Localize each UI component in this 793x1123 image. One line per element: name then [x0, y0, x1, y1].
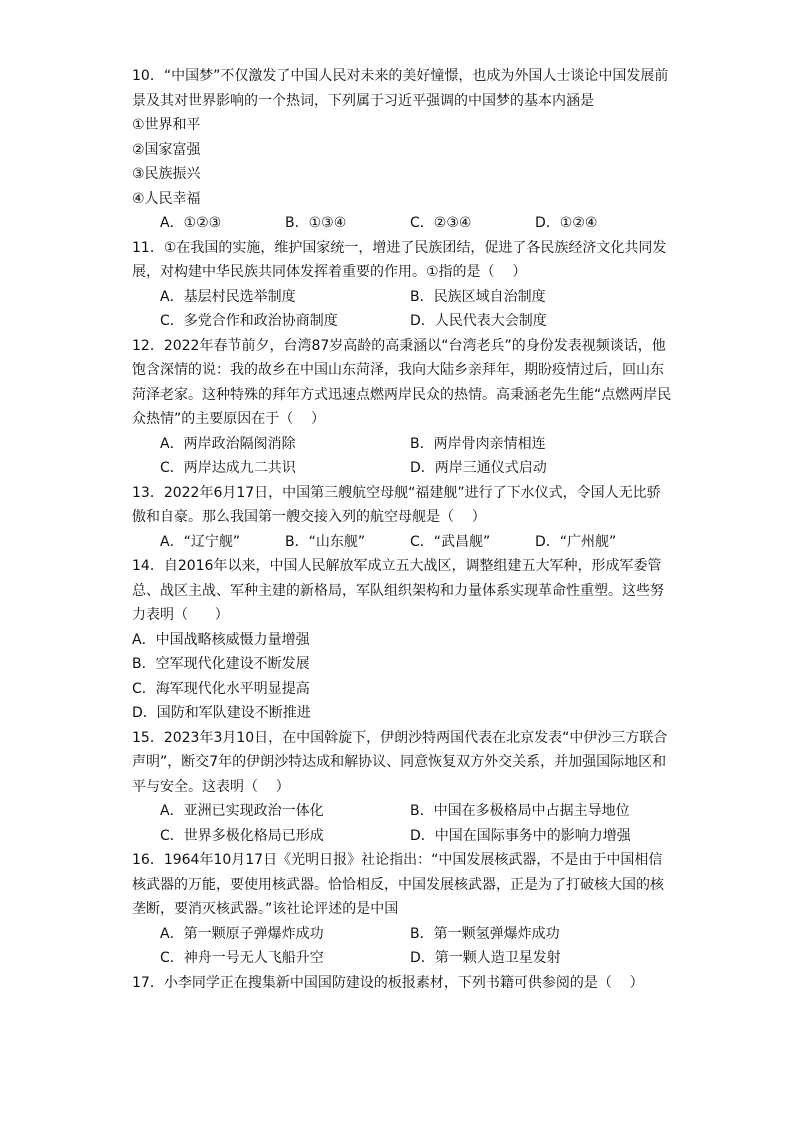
- question-10-option-c[interactable]: C．②③④: [410, 215, 472, 231]
- question-12-option-b[interactable]: B．两岸骨肉亲情相连: [410, 435, 546, 452]
- question-13-option-a[interactable]: A．“辽宁舰”: [160, 533, 241, 550]
- question-16-options: [132, 922, 672, 971]
- question-16-option-d[interactable]: D．第一颗人造卫星发射: [410, 950, 561, 966]
- question-12-stem: 12．2022年春节前夕，台湾87岁高龄的高秉涵以“台湾老兵”的身份发表视频谈话，他饱含深情的说：我的故乡在中国山东菏泽，我向大陆乡亲拜年，期盼疫情过后，回山东菏泽老家。这种特殊的拜年方式迅速点燃两岸民众的热情。高秉涵老先生能“点燃两岸民众热情”的主要原因在于（ ）: [132, 337, 672, 427]
- question-11-option-a[interactable]: A．基层村民选举制度: [160, 288, 296, 305]
- question-14-stem: 14．自2016年以来，中国人民解放军成立五大战区，调整组建五大军种，形成军委管总、战区主战、军种主建的新格局，军队组织架构和力量体系实现革命性重塑。这些努力表明（ ）: [132, 558, 664, 623]
- question-10-option-d[interactable]: D．①②④: [535, 215, 598, 231]
- question-13-option-d[interactable]: D．“广州舰”: [535, 533, 617, 550]
- question-15-option-d[interactable]: D．中国在国际事务中的影响力增强: [410, 827, 631, 844]
- question-11: [132, 236, 672, 334]
- question-15-option-a[interactable]: A．亚洲已实现政治一体化: [160, 803, 324, 819]
- question-13-stem: 13．2022年6月17日，中国第三艘航空母舰“福建舰”进行了下水仪式，令国人无比骄傲和自豪。那么我国第一艘交接入列的航空母舰是（ ）: [132, 484, 661, 525]
- question-14-options: [132, 628, 672, 726]
- question-10-item-2: ②国家富强: [132, 141, 201, 158]
- question-14-option-a[interactable]: A．中国战略核威慑力量增强: [132, 631, 310, 648]
- question-16-stem: 16．1964年10月17日《光明日报》社论指出：“中国发展核武器，不是由于中国相信核武器的万能，要使用核武器。恰恰相反，中国发展核武器，正是为了打破核大国的核垄断，要消灭核武器。”该社论评述的是中国: [132, 852, 664, 917]
- question-14-option-c[interactable]: C．海军现代化水平明显提高: [132, 680, 310, 697]
- question-10: [132, 64, 672, 236]
- question-16: [132, 848, 672, 971]
- question-list: [132, 64, 672, 995]
- question-15-option-c[interactable]: C．世界多极化格局已形成: [160, 827, 324, 844]
- question-12-options: [132, 432, 672, 481]
- question-11-option-c[interactable]: C．多党合作和政治协商制度: [160, 313, 338, 329]
- question-12-option-c[interactable]: C．两岸达成九二共识: [160, 460, 296, 476]
- question-16-option-a[interactable]: A．第一颗原子弹爆炸成功: [160, 925, 324, 942]
- question-13-option-b[interactable]: B．“山东舰”: [285, 533, 366, 550]
- question-10-item-4: ④人民幸福: [132, 190, 201, 207]
- question-10-item-1: ①世界和平: [132, 117, 201, 133]
- question-10-stem: 10．“中国梦”不仅激发了中国人民对未来的美好憧憬，也成为外国人士谈论中国发展前景及其对世界影响的一个热词，下列属于习近平强调的中国梦的基本内涵是: [132, 68, 669, 109]
- question-11-option-d[interactable]: D．人民代表大会制度: [410, 313, 547, 329]
- question-17: [132, 971, 672, 996]
- question-10-item-3: ③民族振兴: [132, 166, 201, 182]
- question-11-stem: 11．①在我国的实施，维护国家统一，增进了民族团结，促进了各民族经济文化共同发展，对构建中华民族共同体发挥着重要的作用。①指的是（ ）: [132, 239, 667, 280]
- question-14: [132, 554, 672, 726]
- question-16-option-c[interactable]: C．神舟一号无人飞船升空: [160, 950, 324, 966]
- question-15-option-b[interactable]: B．中国在多极格局中占据主导地位: [410, 803, 630, 819]
- question-12: [132, 334, 672, 481]
- question-15: [132, 726, 672, 849]
- question-11-option-b[interactable]: B．民族区域自治制度: [410, 288, 546, 305]
- question-17-stem: 17．小李同学正在搜集新中国国防建设的板报素材，下列书籍可供参阅的是（ ）: [132, 974, 644, 991]
- question-13: [132, 481, 672, 555]
- question-14-option-b[interactable]: B．空军现代化建设不断发展: [132, 656, 310, 672]
- question-10-options: [132, 211, 672, 236]
- question-12-option-d[interactable]: D．两岸三通仪式启动: [410, 460, 547, 476]
- question-14-option-d[interactable]: D．国防和军队建设不断推进: [132, 705, 311, 721]
- question-15-stem: 15．2023年3月10日，在中国斡旋下，伊朗沙特两国代表在北京发表“中伊沙三方联合声明”，断交7年的伊朗沙特达成和解协议、同意恢复双方外交关系，并加强国际地区和平与安全。这表明（ ）: [132, 729, 668, 795]
- question-16-option-b[interactable]: B．第一颗氢弹爆炸成功: [410, 925, 560, 942]
- question-12-option-a[interactable]: A．两岸政治隔阂消除: [160, 435, 296, 452]
- question-10-option-b[interactable]: B．①③④: [285, 215, 347, 231]
- question-13-options: [132, 530, 672, 555]
- question-13-option-c[interactable]: C．“武昌舰”: [410, 533, 491, 550]
- question-10-option-a[interactable]: A．①②③: [160, 215, 222, 231]
- question-15-options: [132, 799, 672, 848]
- question-11-options: [132, 285, 672, 334]
